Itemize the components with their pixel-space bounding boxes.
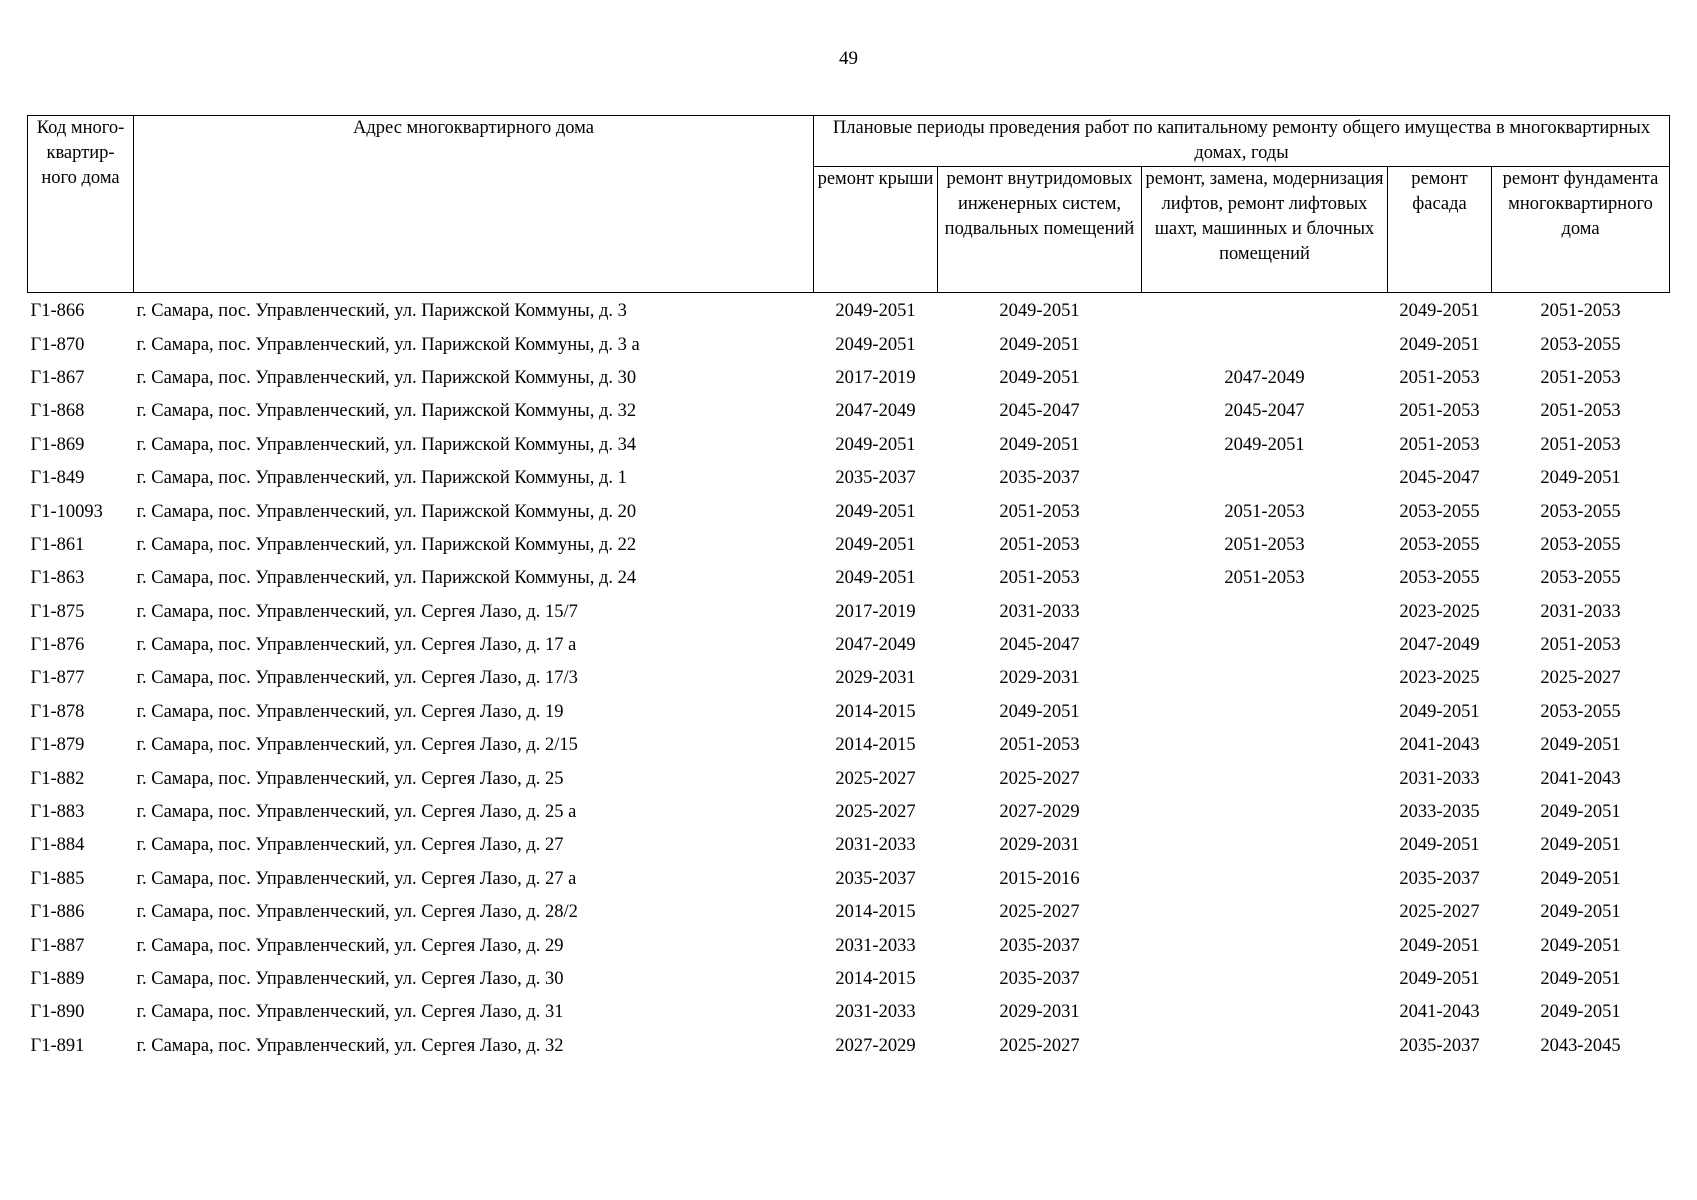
table-header <box>28 116 1670 293</box>
cell-engineering: 2045-2047 <box>999 401 1080 422</box>
table-row <box>28 863 1670 896</box>
cell-facade: 2053-2055 <box>1399 568 1480 589</box>
cell-engineering: 2035-2037 <box>999 969 1080 989</box>
cell-code: Г1-878 <box>30 701 85 722</box>
cell-roof: 2047-2049 <box>835 635 916 656</box>
table-row <box>28 963 1670 996</box>
cell-code: Г1-883 <box>30 802 85 823</box>
cell-address: г. Самара, пос. Управленческий, ул. Сергея Лазо, д. 29 <box>136 935 564 956</box>
cell-address: г. Самара, пос. Управленческий, ул. Сергея Лазо, д. 27 <box>136 835 564 856</box>
table-row <box>28 796 1670 829</box>
cell-address: г. Самара, пос. Управленческий, ул. Сергея Лазо, д. 30 <box>136 969 564 989</box>
cell-lifts: 2049-2051 <box>1224 434 1305 455</box>
cell-lifts <box>1142 462 1388 495</box>
cell-code: Г1-870 <box>30 334 85 355</box>
cell-address: г. Самара, пос. Управленческий, ул. Сергея Лазо, д. 15/7 <box>136 601 578 622</box>
cell-address: г. Самара, пос. Управленческий, ул. Сергея Лазо, д. 31 <box>136 1002 564 1023</box>
cell-roof: 2027-2029 <box>835 1035 916 1056</box>
table-row <box>28 562 1670 595</box>
header-engineering: ремонт внутридомовых инженерных систем, подвальных помещений <box>938 167 1142 293</box>
table-row <box>28 996 1670 1029</box>
cell-facade: 2049-2051 <box>1399 301 1480 322</box>
table-row <box>28 362 1670 395</box>
page-number: 49 <box>839 48 858 69</box>
cell-foundation: 2051-2053 <box>1540 401 1621 422</box>
cell-facade: 2051-2053 <box>1399 401 1480 422</box>
cell-foundation: 2049-2051 <box>1540 868 1621 889</box>
header-lifts: ремонт, замена, модернизация лифтов, ремонт лифтовых шахт, машинных и блочных помещений <box>1142 167 1388 293</box>
cell-foundation: 2051-2053 <box>1540 434 1621 455</box>
cell-code: Г1-879 <box>30 735 85 756</box>
cell-code: Г1-890 <box>30 1002 85 1023</box>
cell-roof: 2031-2033 <box>835 835 916 856</box>
cell-code: Г1-869 <box>30 434 85 455</box>
cell-roof: 2049-2051 <box>835 334 916 355</box>
cell-address: г. Самара, пос. Управленческий, ул. Парижской Коммуны, д. 3 <box>136 301 627 322</box>
cell-code: Г1-891 <box>30 1035 85 1056</box>
cell-foundation: 2049-2051 <box>1540 902 1621 923</box>
cell-foundation: 2031-2033 <box>1540 601 1621 622</box>
cell-address: г. Самара, пос. Управленческий, ул. Сергея Лазо, д. 25 а <box>136 802 577 823</box>
cell-address: г. Самара, пос. Управленческий, ул. Сергея Лазо, д. 28/2 <box>136 902 578 923</box>
cell-code: Г1-885 <box>30 868 85 889</box>
cell-roof: 2025-2027 <box>835 802 916 823</box>
cell-roof: 2049-2051 <box>835 301 916 322</box>
table-row <box>28 495 1670 528</box>
cell-engineering: 2049-2051 <box>999 434 1080 455</box>
cell-roof: 2025-2027 <box>835 768 916 789</box>
cell-roof: 2035-2037 <box>835 868 916 889</box>
cell-facade: 2045-2047 <box>1399 468 1480 489</box>
cell-facade: 2035-2037 <box>1399 1035 1480 1056</box>
cell-foundation: 2049-2051 <box>1540 969 1621 989</box>
cell-foundation: 2053-2055 <box>1540 501 1621 522</box>
cell-address: г. Самара, пос. Управленческий, ул. Сергея Лазо, д. 2/15 <box>136 735 578 756</box>
cell-foundation: 2049-2051 <box>1540 735 1621 756</box>
cell-lifts <box>1142 662 1388 695</box>
cell-roof: 2014-2015 <box>835 701 916 722</box>
table-row <box>28 395 1670 428</box>
cell-code: Г1-863 <box>30 568 85 589</box>
cell-facade: 2041-2043 <box>1399 1002 1480 1023</box>
cell-engineering: 2045-2047 <box>999 635 1080 656</box>
cell-facade: 2049-2051 <box>1399 935 1480 956</box>
cell-facade: 2053-2055 <box>1399 534 1480 555</box>
cell-lifts: 2051-2053 <box>1224 568 1305 589</box>
cell-foundation: 2049-2051 <box>1540 468 1621 489</box>
table-row <box>28 662 1670 695</box>
cell-code: Г1-876 <box>30 635 85 656</box>
cell-engineering: 2027-2029 <box>999 802 1080 823</box>
cell-roof: 2049-2051 <box>835 434 916 455</box>
cell-roof: 2049-2051 <box>835 501 916 522</box>
cell-address: г. Самара, пос. Управленческий, ул. Сергея Лазо, д. 32 <box>136 1035 564 1056</box>
cell-code: Г1-849 <box>30 468 85 489</box>
cell-engineering: 2049-2051 <box>999 701 1080 722</box>
capital-repair-table <box>27 115 1670 1063</box>
table-row <box>28 1030 1670 1063</box>
cell-lifts <box>1142 762 1388 795</box>
cell-lifts <box>1142 829 1388 862</box>
cell-lifts: 2047-2049 <box>1224 367 1305 388</box>
cell-roof: 2049-2051 <box>835 568 916 589</box>
cell-engineering: 2031-2033 <box>999 601 1080 622</box>
cell-facade: 2025-2027 <box>1399 902 1480 923</box>
cell-foundation: 2049-2051 <box>1540 835 1621 856</box>
cell-lifts <box>1142 596 1388 629</box>
cell-engineering: 2049-2051 <box>999 367 1080 388</box>
table-row <box>28 829 1670 862</box>
cell-lifts <box>1142 996 1388 1029</box>
cell-code: Г1-877 <box>30 668 85 689</box>
cell-address: г. Самара, пос. Управленческий, ул. Парижской Коммуны, д. 1 <box>136 468 627 489</box>
cell-engineering: 2051-2053 <box>999 568 1080 589</box>
cell-code: Г1-866 <box>30 301 85 322</box>
cell-address: г. Самара, пос. Управленческий, ул. Парижской Коммуны, д. 34 <box>136 434 637 455</box>
cell-code: Г1-882 <box>30 768 85 789</box>
cell-lifts <box>1142 328 1388 361</box>
table-body <box>28 293 1670 1063</box>
header-facade: ремонт фасада <box>1388 167 1492 293</box>
cell-roof: 2029-2031 <box>835 668 916 689</box>
table-row <box>28 929 1670 962</box>
cell-foundation: 2051-2053 <box>1540 301 1621 322</box>
cell-engineering: 2049-2051 <box>999 334 1080 355</box>
cell-engineering: 2029-2031 <box>999 668 1080 689</box>
cell-address: г. Самара, пос. Управленческий, ул. Сергея Лазо, д. 25 <box>136 768 564 789</box>
cell-lifts: 2051-2053 <box>1224 501 1305 522</box>
header-roof: ремонт крыши <box>814 167 938 293</box>
cell-roof: 2047-2049 <box>835 401 916 422</box>
cell-facade: 2049-2051 <box>1399 969 1480 989</box>
cell-lifts <box>1142 863 1388 896</box>
cell-facade: 2035-2037 <box>1399 868 1480 889</box>
cell-address: г. Самара, пос. Управленческий, ул. Парижской Коммуны, д. 22 <box>136 534 637 555</box>
cell-foundation: 2053-2055 <box>1540 701 1621 722</box>
cell-foundation: 2041-2043 <box>1540 768 1621 789</box>
cell-address: г. Самара, пос. Управленческий, ул. Сергея Лазо, д. 17/3 <box>136 668 578 689</box>
cell-address: г. Самара, пос. Управленческий, ул. Парижской Коммуны, д. 32 <box>136 401 637 422</box>
cell-address: г. Самара, пос. Управленческий, ул. Сергея Лазо, д. 27 а <box>136 868 577 889</box>
cell-facade: 2041-2043 <box>1399 735 1480 756</box>
cell-foundation: 2051-2053 <box>1540 635 1621 656</box>
header-periods-group: Плановые периоды проведения работ по капитальному ремонту общего имущества в многоквартирных домах, годы <box>814 116 1670 167</box>
cell-roof: 2017-2019 <box>835 601 916 622</box>
cell-foundation: 2049-2051 <box>1540 1002 1621 1023</box>
table-row <box>28 328 1670 361</box>
cell-engineering: 2029-2031 <box>999 835 1080 856</box>
cell-roof: 2031-2033 <box>835 935 916 956</box>
cell-lifts <box>1142 796 1388 829</box>
cell-roof: 2014-2015 <box>835 735 916 756</box>
cell-roof: 2017-2019 <box>835 367 916 388</box>
cell-facade: 2033-2035 <box>1399 802 1480 823</box>
cell-engineering: 2029-2031 <box>999 1002 1080 1023</box>
table-row <box>28 462 1670 495</box>
cell-engineering: 2015-2016 <box>999 868 1080 889</box>
cell-engineering: 2051-2053 <box>999 534 1080 555</box>
cell-engineering: 2049-2051 <box>999 301 1080 322</box>
cell-address: г. Самара, пос. Управленческий, ул. Парижской Коммуны, д. 24 <box>136 568 637 589</box>
cell-roof: 2014-2015 <box>835 969 916 989</box>
cell-code: Г1-889 <box>30 969 85 989</box>
cell-lifts <box>1142 696 1388 729</box>
table-row <box>28 896 1670 929</box>
table-row <box>28 429 1670 462</box>
table-row <box>28 696 1670 729</box>
table-row <box>28 596 1670 629</box>
cell-lifts <box>1142 629 1388 662</box>
cell-roof: 2035-2037 <box>835 468 916 489</box>
cell-lifts <box>1142 963 1388 996</box>
table-row <box>28 529 1670 562</box>
cell-address: г. Самара, пос. Управленческий, ул. Парижской Коммуны, д. 3 а <box>136 334 640 355</box>
table-row <box>28 762 1670 795</box>
cell-code: Г1-861 <box>30 534 85 555</box>
table-row <box>28 293 1670 329</box>
cell-facade: 2047-2049 <box>1399 635 1480 656</box>
cell-code: Г1-875 <box>30 601 85 622</box>
table-row <box>28 729 1670 762</box>
cell-lifts <box>1142 293 1388 329</box>
cell-engineering: 2025-2027 <box>999 768 1080 789</box>
cell-lifts <box>1142 1030 1388 1063</box>
cell-facade: 2053-2055 <box>1399 501 1480 522</box>
cell-facade: 2049-2051 <box>1399 334 1480 355</box>
cell-engineering: 2025-2027 <box>999 1035 1080 1056</box>
cell-facade: 2049-2051 <box>1399 701 1480 722</box>
cell-engineering: 2051-2053 <box>999 501 1080 522</box>
cell-engineering: 2025-2027 <box>999 902 1080 923</box>
cell-foundation: 2053-2055 <box>1540 334 1621 355</box>
header-address: Адрес многоквартирного дома <box>134 116 814 293</box>
cell-engineering: 2051-2053 <box>999 735 1080 756</box>
cell-lifts <box>1142 729 1388 762</box>
cell-code: Г1-868 <box>30 401 85 422</box>
cell-engineering: 2035-2037 <box>999 468 1080 489</box>
cell-lifts <box>1142 929 1388 962</box>
cell-address: г. Самара, пос. Управленческий, ул. Сергея Лазо, д. 17 а <box>136 635 577 656</box>
cell-engineering: 2035-2037 <box>999 935 1080 956</box>
table-row <box>28 629 1670 662</box>
cell-foundation: 2053-2055 <box>1540 534 1621 555</box>
cell-foundation: 2025-2027 <box>1540 668 1621 689</box>
cell-address: г. Самара, пос. Управленческий, ул. Парижской Коммуны, д. 20 <box>136 501 637 522</box>
cell-address: г. Самара, пос. Управленческий, ул. Парижской Коммуны, д. 30 <box>136 367 637 388</box>
cell-code: Г1-10093 <box>30 501 103 522</box>
cell-foundation: 2043-2045 <box>1540 1035 1621 1056</box>
cell-lifts: 2045-2047 <box>1224 401 1305 422</box>
cell-foundation: 2053-2055 <box>1540 568 1621 589</box>
cell-facade: 2051-2053 <box>1399 367 1480 388</box>
cell-foundation: 2049-2051 <box>1540 935 1621 956</box>
cell-code: Г1-886 <box>30 902 85 923</box>
cell-address: г. Самара, пос. Управленческий, ул. Сергея Лазо, д. 19 <box>136 701 564 722</box>
cell-facade: 2031-2033 <box>1399 768 1480 789</box>
cell-code: Г1-887 <box>30 935 85 956</box>
cell-roof: 2031-2033 <box>835 1002 916 1023</box>
cell-lifts <box>1142 896 1388 929</box>
cell-foundation: 2051-2053 <box>1540 367 1621 388</box>
cell-code: Г1-867 <box>30 367 85 388</box>
cell-facade: 2023-2025 <box>1399 668 1480 689</box>
header-code: Код много-квартир-ного дома <box>28 116 134 293</box>
cell-facade: 2051-2053 <box>1399 434 1480 455</box>
header-foundation: ремонт фундамента многоквартирного дома <box>1492 167 1670 293</box>
cell-facade: 2023-2025 <box>1399 601 1480 622</box>
cell-foundation: 2049-2051 <box>1540 802 1621 823</box>
cell-code: Г1-884 <box>30 835 85 856</box>
cell-facade: 2049-2051 <box>1399 835 1480 856</box>
cell-lifts: 2051-2053 <box>1224 534 1305 555</box>
cell-roof: 2049-2051 <box>835 534 916 555</box>
cell-roof: 2014-2015 <box>835 902 916 923</box>
